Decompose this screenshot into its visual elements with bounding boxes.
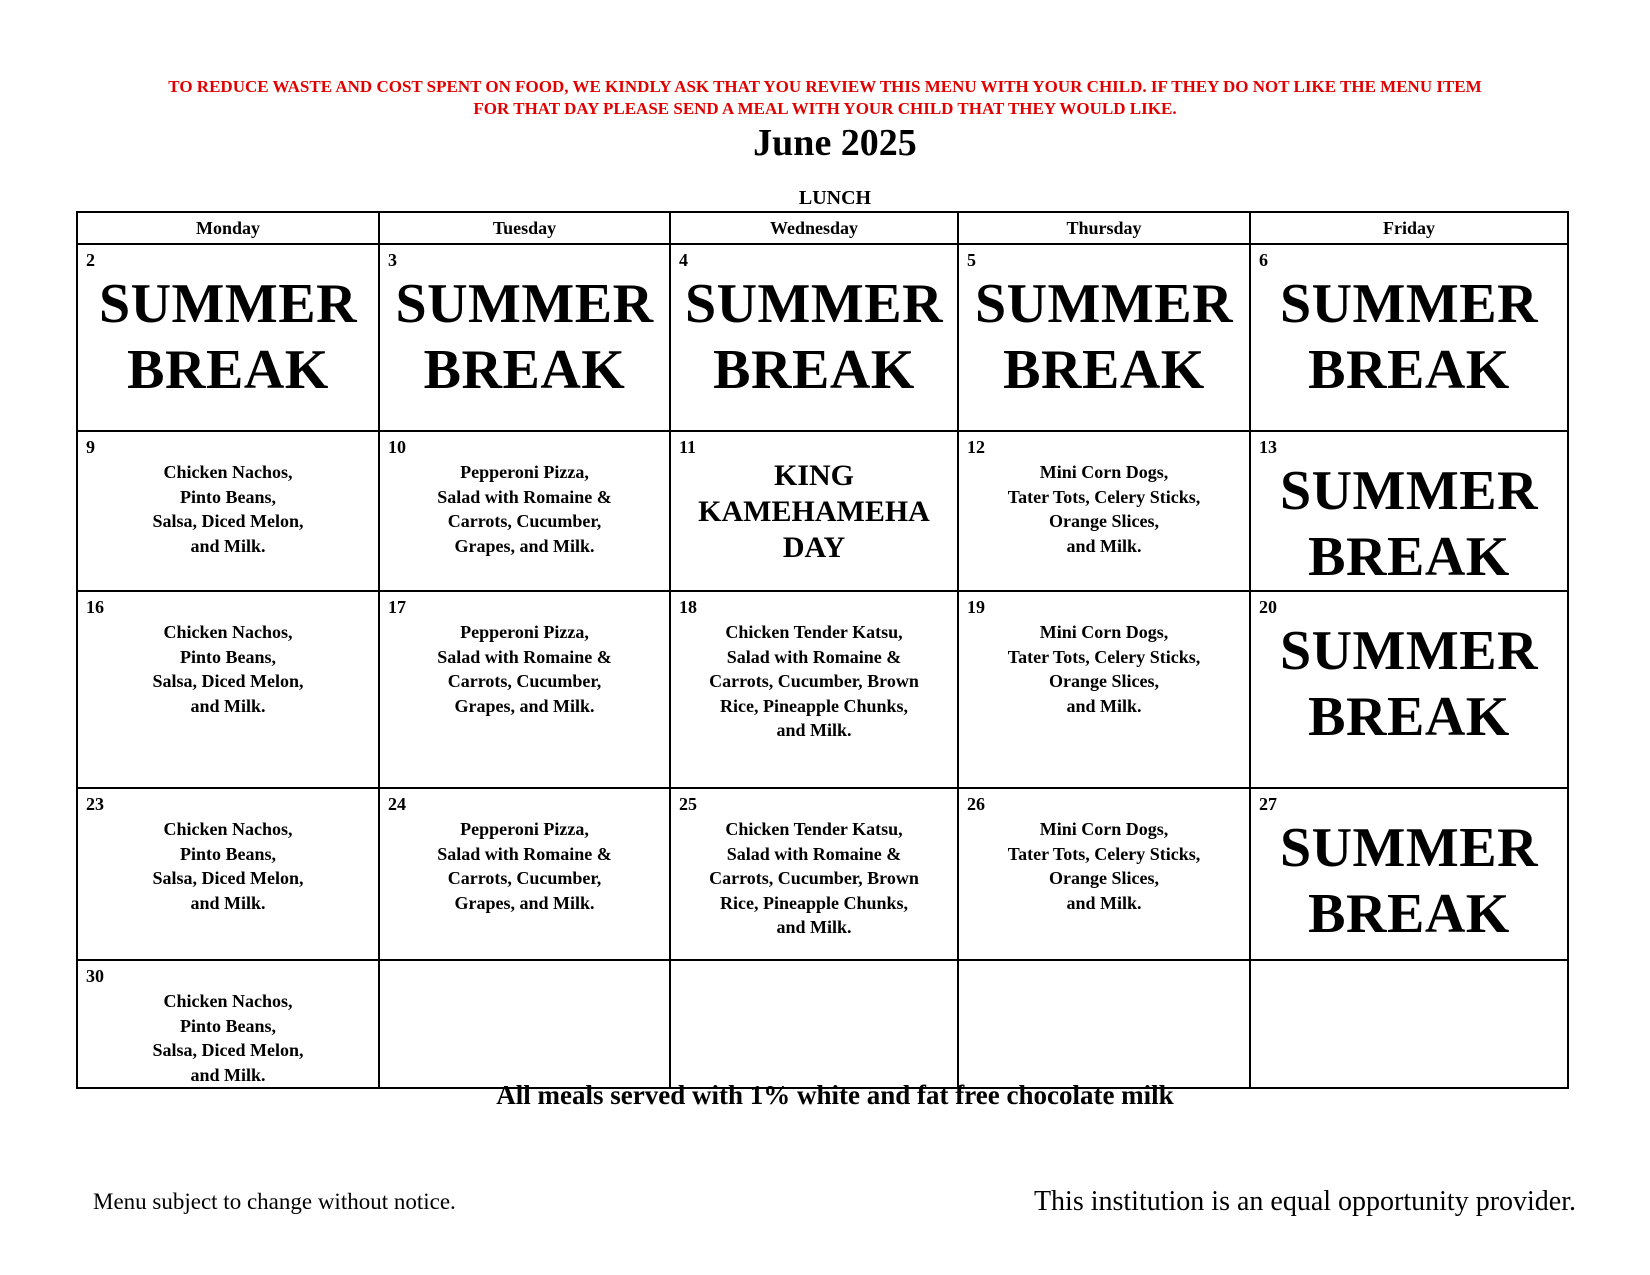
menu-line: and Milk. <box>190 695 266 716</box>
menu-line: BREAK <box>1308 526 1510 588</box>
day-number: 11 <box>679 437 697 457</box>
summer-break-label <box>959 271 1249 403</box>
empty-day-cell <box>379 960 670 1088</box>
menu-line: Chicken Tender Katsu, <box>725 622 903 642</box>
menu-line: Pinto Beans, <box>179 1015 276 1036</box>
week-row <box>77 431 1568 591</box>
menu-line: Orange Slices, <box>1049 671 1159 691</box>
week-row <box>77 788 1568 960</box>
menu-line: Pepperoni Pizza, <box>460 622 589 642</box>
menu-line: and Milk. <box>190 1064 266 1085</box>
day-cell <box>958 591 1250 788</box>
day-number: 26 <box>967 794 985 814</box>
menu-line: SUMMER <box>1279 273 1539 335</box>
summer-break-label <box>1251 815 1567 947</box>
weekday-header-monday: Monday <box>77 212 379 244</box>
menu-line: Carrots, Cucumber, Brown <box>709 671 919 691</box>
menu-calendar <box>76 211 1569 1089</box>
day-cell <box>1250 591 1568 788</box>
day-number: 20 <box>1259 597 1277 617</box>
menu-line: Tater Tots, Celery Sticks, <box>1007 486 1201 507</box>
milk-note: All meals served with 1% white and fat free chocolate milk <box>496 1080 1174 1110</box>
menu-line: Carrots, Cucumber, <box>447 671 602 691</box>
day-number: 9 <box>86 437 95 457</box>
menu-line: BREAK <box>127 339 329 401</box>
day-cell <box>670 788 958 960</box>
weekday-header-friday: Friday <box>1250 212 1568 244</box>
day-number: 23 <box>86 794 104 814</box>
menu-items <box>78 620 378 718</box>
empty-day-cell <box>1250 960 1568 1088</box>
weekday-header-tuesday: Tuesday <box>379 212 670 244</box>
menu-line: SUMMER <box>98 273 358 335</box>
day-cell <box>958 788 1250 960</box>
day-number: 2 <box>86 250 95 270</box>
menu-line: Orange Slices, <box>1049 868 1159 888</box>
menu-items <box>380 620 669 718</box>
summer-break-label <box>1251 271 1567 403</box>
menu-line: BREAK <box>1308 883 1510 945</box>
menu-line: SUMMER <box>684 273 944 335</box>
menu-line: Carrots, Cucumber, <box>447 511 602 531</box>
menu-line: SUMMER <box>395 273 654 335</box>
menu-line: Carrots, Cucumber, <box>447 868 602 888</box>
day-cell <box>77 788 379 960</box>
week-row <box>77 244 1568 431</box>
day-cell <box>379 788 670 960</box>
menu-line: Salsa, Diced Melon, <box>152 511 304 531</box>
summer-break-label <box>671 271 957 403</box>
menu-line: and Milk. <box>776 720 852 740</box>
day-cell <box>77 244 379 431</box>
day-cell <box>958 431 1250 591</box>
day-number: 19 <box>967 597 985 617</box>
menu-line: and Milk. <box>1066 695 1142 716</box>
waste-notice-line-2: FOR THAT DAY PLEASE SEND A MEAL WITH YOUR CHILD THAT THEY WOULD LIKE. <box>473 99 1177 118</box>
day-cell <box>1250 431 1568 591</box>
day-cell <box>77 431 379 591</box>
menu-line: BREAK <box>1003 339 1205 401</box>
menu-line: Grapes, and Milk. <box>454 695 595 716</box>
menu-line: Rice, Pineapple Chunks, <box>719 892 909 913</box>
menu-line: Mini Corn Dogs, <box>1039 462 1169 482</box>
menu-line: SUMMER <box>1279 460 1539 522</box>
summer-break-label <box>1251 618 1567 750</box>
menu-line: Chicken Nachos, <box>163 819 293 839</box>
page-title: June 2025 <box>753 122 917 164</box>
menu-line: Salsa, Diced Melon, <box>152 868 304 888</box>
menu-line: Chicken Nachos, <box>163 462 293 482</box>
menu-line: KING <box>773 459 854 492</box>
menu-line: Chicken Nachos, <box>163 622 293 642</box>
day-number: 17 <box>388 597 406 617</box>
week-row <box>77 591 1568 788</box>
menu-line: Grapes, and Milk. <box>454 892 595 913</box>
day-cell <box>379 591 670 788</box>
day-number: 6 <box>1259 250 1268 270</box>
menu-items <box>380 817 669 915</box>
menu-line: Chicken Tender Katsu, <box>725 819 903 839</box>
menu-line: BREAK <box>423 339 626 401</box>
day-cell <box>77 960 379 1088</box>
menu-line: SUMMER <box>1279 817 1539 879</box>
menu-items <box>959 620 1249 718</box>
day-cell <box>77 591 379 788</box>
menu-line: Pepperoni Pizza, <box>460 819 589 839</box>
menu-line: DAY <box>782 531 846 564</box>
day-number: 24 <box>388 794 406 814</box>
menu-line: SUMMER <box>1279 620 1539 682</box>
menu-line: Chicken Nachos, <box>163 991 293 1011</box>
day-number: 30 <box>86 966 104 986</box>
menu-line: and Milk. <box>1066 892 1142 913</box>
day-cell <box>670 244 958 431</box>
day-cell <box>379 431 670 591</box>
day-cell <box>1250 788 1568 960</box>
menu-line: Orange Slices, <box>1049 511 1159 531</box>
day-cell <box>379 244 670 431</box>
day-number: 10 <box>388 437 406 457</box>
week-row <box>77 960 1568 1088</box>
menu-line: BREAK <box>1308 686 1510 748</box>
menu-line: Rice, Pineapple Chunks, <box>719 695 909 716</box>
menu-line: Salsa, Diced Melon, <box>152 1040 304 1060</box>
menu-items <box>671 620 957 743</box>
menu-line: and Milk. <box>1066 535 1142 556</box>
menu-items <box>78 989 378 1087</box>
day-number: 4 <box>679 250 688 270</box>
day-number: 18 <box>679 597 697 617</box>
menu-line: Pinto Beans, <box>179 843 276 864</box>
menu-line: Salad with Romaine & <box>726 646 902 667</box>
summer-break-label <box>78 271 378 403</box>
menu-items <box>380 460 669 558</box>
menu-items <box>959 460 1249 558</box>
menu-line: Mini Corn Dogs, <box>1039 622 1169 642</box>
menu-line: KAMEHAMEHA <box>698 495 930 528</box>
empty-day-cell <box>670 960 958 1088</box>
menu-line: Pinto Beans, <box>179 486 276 507</box>
menu-items <box>78 817 378 915</box>
menu-items <box>671 817 957 940</box>
menu-line: BREAK <box>1308 339 1510 401</box>
menu-line: Salad with Romaine & <box>437 486 612 507</box>
day-cell <box>670 431 958 591</box>
summer-break-label <box>1251 458 1567 590</box>
meal-label: LUNCH <box>798 187 872 209</box>
waste-notice-line-1: TO REDUCE WASTE AND COST SPENT ON FOOD, WE KINDLY ASK THAT YOU REVIEW THIS MENU WITH YOUR CHILD. IF THEY DO NOT LIKE THE MENU ITEM <box>168 77 1482 96</box>
empty-day-cell <box>958 960 1250 1088</box>
menu-line: Salad with Romaine & <box>726 843 902 864</box>
menu-line: SUMMER <box>974 273 1234 335</box>
menu-line: Pepperoni Pizza, <box>460 462 589 482</box>
menu-items <box>959 817 1249 915</box>
menu-line: Grapes, and Milk. <box>454 535 595 556</box>
menu-line: Carrots, Cucumber, Brown <box>709 868 919 888</box>
day-cell <box>1250 244 1568 431</box>
day-number: 25 <box>679 794 697 814</box>
weekday-header-row <box>77 212 1568 244</box>
day-number: 3 <box>388 250 397 270</box>
equal-opportunity-statement: This institution is an equal opportunity provider. <box>1033 1186 1576 1217</box>
summer-break-label <box>380 271 669 403</box>
menu-line: Salad with Romaine & <box>437 843 612 864</box>
menu-line: Salsa, Diced Melon, <box>152 671 304 691</box>
day-number: 16 <box>86 597 104 617</box>
holiday-label <box>671 458 957 566</box>
waste-notice <box>80 76 1570 120</box>
menu-line: BREAK <box>713 339 915 401</box>
menu-line: and Milk. <box>190 535 266 556</box>
change-disclaimer: Menu subject to change without notice. <box>93 1189 456 1214</box>
menu-line: Mini Corn Dogs, <box>1039 819 1169 839</box>
day-cell <box>670 591 958 788</box>
day-number: 27 <box>1259 794 1277 814</box>
menu-line: Tater Tots, Celery Sticks, <box>1007 843 1201 864</box>
menu-line: Salad with Romaine & <box>437 646 612 667</box>
day-cell <box>958 244 1250 431</box>
menu-line: Tater Tots, Celery Sticks, <box>1007 646 1201 667</box>
menu-line: and Milk. <box>776 917 852 937</box>
day-number: 12 <box>967 437 985 457</box>
weekday-header-wednesday: Wednesday <box>670 212 958 244</box>
weekday-header-thursday: Thursday <box>958 212 1250 244</box>
menu-line: and Milk. <box>190 892 266 913</box>
day-number: 13 <box>1259 437 1277 457</box>
day-number: 5 <box>967 250 976 270</box>
menu-line: Pinto Beans, <box>179 646 276 667</box>
menu-items <box>78 460 378 558</box>
